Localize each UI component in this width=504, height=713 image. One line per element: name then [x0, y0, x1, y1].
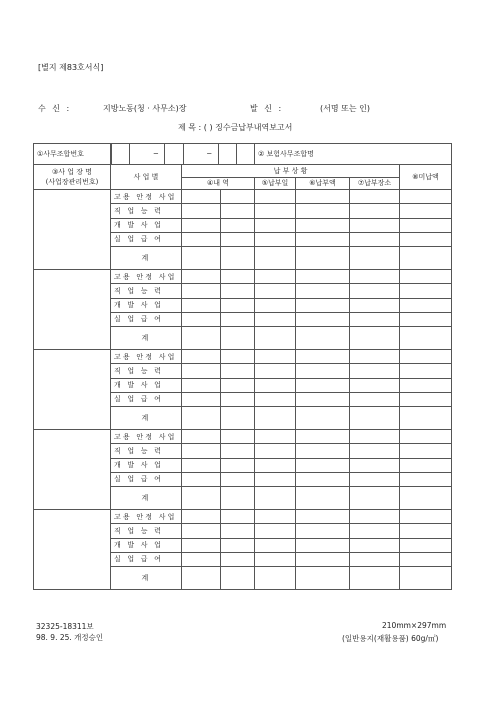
payment-amount-cell[interactable] [296, 407, 350, 430]
payment-amount-cell[interactable] [296, 190, 350, 204]
payment-amount-cell[interactable] [296, 392, 350, 406]
payment-date-cell[interactable] [255, 232, 296, 246]
payment-amount-cell[interactable] [296, 247, 350, 270]
footer-paper-size: 210mm×297mm [382, 621, 447, 630]
amount-cell-a[interactable] [182, 270, 221, 284]
amount-cell-b[interactable] [221, 430, 255, 444]
unpaid-cell[interactable] [400, 524, 452, 538]
business-item-label: 개 발 사 업 [111, 458, 182, 472]
workplace-cell[interactable] [34, 270, 111, 350]
workplace-cell[interactable] [34, 510, 111, 590]
amount-cell-a[interactable] [182, 350, 221, 364]
business-item-label: 실 업 급 여 [111, 472, 182, 486]
total-label: 계 [111, 327, 182, 350]
amount-cell-a[interactable] [182, 218, 221, 232]
amount-cell-b[interactable] [221, 204, 255, 218]
payment-amount-cell[interactable] [296, 312, 350, 326]
amount-cell-a[interactable] [182, 392, 221, 406]
unpaid-cell[interactable] [400, 218, 452, 232]
payment-date-cell[interactable] [255, 510, 296, 524]
amount-cell-a[interactable] [182, 552, 221, 566]
payment-date-cell[interactable] [255, 327, 296, 350]
payment-amount-cell[interactable] [296, 487, 350, 510]
amount-cell-a[interactable] [182, 378, 221, 392]
unpaid-cell[interactable] [400, 378, 452, 392]
amount-cell-b[interactable] [221, 458, 255, 472]
payment-date-cell[interactable] [255, 430, 296, 444]
payment-date-cell[interactable] [255, 298, 296, 312]
payment-date-label: ⑤납부일 [255, 177, 296, 190]
unpaid-cell[interactable] [400, 284, 452, 298]
amount-cell-a[interactable] [182, 327, 221, 350]
unpaid-cell[interactable] [400, 232, 452, 246]
payment-place-cell[interactable] [350, 444, 400, 458]
payment-date-cell[interactable] [255, 312, 296, 326]
business-item-label: 직 업 능 력 [111, 444, 182, 458]
payment-amount-cell[interactable] [296, 458, 350, 472]
business-item-label: 실 업 급 여 [111, 552, 182, 566]
payment-date-cell[interactable] [255, 567, 296, 590]
payment-place-label: ⑦납부장소 [350, 177, 400, 190]
payment-date-cell[interactable] [255, 218, 296, 232]
sender-sign: (서명 또는 인) [320, 104, 370, 113]
unpaid-cell[interactable] [400, 538, 452, 552]
subject-line: 제 목 : ( ) 징수금납부내역보고서 [178, 123, 293, 132]
report-table [33, 143, 452, 590]
amount-cell-a[interactable] [182, 190, 221, 204]
amount-label: ④내 역 [182, 177, 255, 190]
business-item-label: 고용 안정 사업 [111, 510, 182, 524]
payment-date-cell[interactable] [255, 472, 296, 486]
payment-amount-cell[interactable] [296, 472, 350, 486]
amount-cell-a[interactable] [182, 284, 221, 298]
payment-amount-cell[interactable] [296, 430, 350, 444]
amount-cell-b[interactable] [221, 444, 255, 458]
payment-amount-cell[interactable] [296, 270, 350, 284]
unpaid-cell[interactable] [400, 458, 452, 472]
table-row [34, 270, 452, 284]
payment-amount-cell[interactable] [296, 510, 350, 524]
payment-date-cell[interactable] [255, 190, 296, 204]
table-row [34, 350, 452, 364]
amount-cell-b[interactable] [221, 270, 255, 284]
payment-place-cell[interactable] [350, 327, 400, 350]
payment-amount-cell[interactable] [296, 284, 350, 298]
form-number-tag: [별지 제83호서식] [38, 63, 104, 72]
payment-amount-cell[interactable] [296, 232, 350, 246]
payment-place-cell[interactable] [350, 312, 400, 326]
payment-date-cell[interactable] [255, 458, 296, 472]
amount-cell-b[interactable] [221, 312, 255, 326]
amount-cell-b[interactable] [221, 190, 255, 204]
payment-place-cell[interactable] [350, 430, 400, 444]
amount-cell-a[interactable] [182, 298, 221, 312]
workplace-cell[interactable] [34, 190, 111, 270]
union-number-label: ①사무조합번호 [34, 144, 111, 165]
amount-cell-b[interactable] [221, 327, 255, 350]
payment-amount-cell[interactable] [296, 524, 350, 538]
amount-cell-a[interactable] [182, 538, 221, 552]
total-label: 계 [111, 567, 182, 590]
recipient-label: 수 신 : [38, 104, 72, 113]
payment-place-cell[interactable] [350, 350, 400, 364]
payment-place-cell[interactable] [350, 552, 400, 566]
payment-amount-cell[interactable] [296, 538, 350, 552]
union-number-boxes[interactable]: ─ ─ [111, 144, 255, 165]
amount-cell-a[interactable] [182, 487, 221, 510]
payment-amount-cell[interactable] [296, 364, 350, 378]
workplace-groups [34, 190, 452, 590]
payment-date-cell[interactable] [255, 487, 296, 510]
payment-place-cell[interactable] [350, 538, 400, 552]
payment-amount-cell[interactable] [296, 552, 350, 566]
payment-amount-cell[interactable] [296, 218, 350, 232]
payment-amount-cell[interactable] [296, 350, 350, 364]
payment-place-cell[interactable] [350, 510, 400, 524]
payment-amount-cell[interactable] [296, 444, 350, 458]
total-label: 계 [111, 247, 182, 270]
business-item-label: 고용 안정 사업 [111, 350, 182, 364]
workplace-mgmt-label: (사업장관리번호) [45, 178, 99, 186]
payment-place-cell[interactable] [350, 458, 400, 472]
footer-form-number: 32325-18311보 [36, 622, 94, 631]
payment-date-cell[interactable] [255, 284, 296, 298]
payment-place-cell[interactable] [350, 190, 400, 204]
payment-date-cell[interactable] [255, 350, 296, 364]
amount-cell-a[interactable] [182, 430, 221, 444]
amount-cell-a[interactable] [182, 364, 221, 378]
payment-place-cell[interactable] [350, 270, 400, 284]
business-item-label: 개 발 사 업 [111, 218, 182, 232]
table-row [34, 510, 452, 524]
payment-place-cell[interactable] [350, 204, 400, 218]
amount-cell-a[interactable] [182, 510, 221, 524]
business-type-label: 사 업 별 [111, 165, 182, 190]
payment-place-cell[interactable] [350, 567, 400, 590]
amount-cell-a[interactable] [182, 567, 221, 590]
payment-amount-cell[interactable] [296, 567, 350, 590]
table-row [34, 190, 452, 204]
amount-cell-a[interactable] [182, 472, 221, 486]
amount-cell-a[interactable] [182, 444, 221, 458]
payment-place-cell[interactable] [350, 284, 400, 298]
business-item-label: 실 업 급 여 [111, 232, 182, 246]
business-item-label: 개 발 사 업 [111, 378, 182, 392]
unpaid-label: ⑧미납액 [400, 165, 452, 190]
business-item-label: 실 업 급 여 [111, 312, 182, 326]
business-item-label: 직 업 능 력 [111, 524, 182, 538]
unpaid-cell[interactable] [400, 247, 452, 270]
payment-place-cell[interactable] [350, 247, 400, 270]
amount-cell-b[interactable] [221, 247, 255, 270]
payment-amount-cell[interactable] [296, 378, 350, 392]
amount-cell-b[interactable] [221, 407, 255, 430]
payment-date-cell[interactable] [255, 204, 296, 218]
payment-place-cell[interactable] [350, 487, 400, 510]
workplace-cell[interactable] [34, 430, 111, 510]
unpaid-cell[interactable] [400, 567, 452, 590]
payment-date-cell[interactable] [255, 444, 296, 458]
insurance-office-label: ② 보험사무조합명 [255, 144, 452, 165]
amount-cell-b[interactable] [221, 510, 255, 524]
payment-date-cell[interactable] [255, 392, 296, 406]
amount-cell-b[interactable] [221, 218, 255, 232]
business-item-label: 개 발 사 업 [111, 538, 182, 552]
unpaid-cell[interactable] [400, 430, 452, 444]
total-label: 계 [111, 407, 182, 430]
amount-cell-b[interactable] [221, 538, 255, 552]
unpaid-cell[interactable] [400, 552, 452, 566]
sender-label: 발 신 : [250, 104, 284, 113]
unpaid-cell[interactable] [400, 472, 452, 486]
amount-cell-b[interactable] [221, 487, 255, 510]
payment-date-cell[interactable] [255, 407, 296, 430]
payment-amount-label: ⑥납부액 [296, 177, 350, 190]
payment-amount-cell[interactable] [296, 298, 350, 312]
amount-cell-b[interactable] [221, 472, 255, 486]
amount-cell-b[interactable] [221, 524, 255, 538]
workplace-header [34, 165, 111, 190]
payment-place-cell[interactable] [350, 378, 400, 392]
amount-cell-b[interactable] [221, 552, 255, 566]
payment-place-cell[interactable] [350, 472, 400, 486]
amount-cell-b[interactable] [221, 567, 255, 590]
amount-cell-b[interactable] [221, 364, 255, 378]
amount-cell-a[interactable] [182, 204, 221, 218]
unpaid-cell[interactable] [400, 392, 452, 406]
amount-cell-a[interactable] [182, 524, 221, 538]
business-item-label: 직 업 능 력 [111, 284, 182, 298]
footer-approval: 98. 9. 25. 개정승인 [36, 633, 104, 642]
amount-cell-b[interactable] [221, 298, 255, 312]
unpaid-cell[interactable] [400, 487, 452, 510]
amount-cell-a[interactable] [182, 458, 221, 472]
amount-cell-a[interactable] [182, 232, 221, 246]
unpaid-cell[interactable] [400, 364, 452, 378]
table-row [34, 430, 452, 444]
payment-place-cell[interactable] [350, 232, 400, 246]
amount-cell-b[interactable] [221, 350, 255, 364]
payment-status-label: 납 부 상 황 [182, 165, 400, 178]
business-item-label: 직 업 능 력 [111, 204, 182, 218]
payment-place-cell[interactable] [350, 218, 400, 232]
business-item-label: 고용 안정 사업 [111, 430, 182, 444]
amount-cell-b[interactable] [221, 284, 255, 298]
unpaid-cell[interactable] [400, 350, 452, 364]
unpaid-cell[interactable] [400, 444, 452, 458]
unpaid-cell[interactable] [400, 190, 452, 204]
payment-place-cell[interactable] [350, 392, 400, 406]
payment-place-cell[interactable] [350, 524, 400, 538]
unpaid-cell[interactable] [400, 270, 452, 284]
amount-cell-a[interactable] [182, 247, 221, 270]
payment-place-cell[interactable] [350, 364, 400, 378]
unpaid-cell[interactable] [400, 298, 452, 312]
payment-date-cell[interactable] [255, 378, 296, 392]
footer-paper-type: (일반용지(재활용품) 60g/㎡) [342, 634, 439, 643]
unpaid-cell[interactable] [400, 204, 452, 218]
payment-date-cell[interactable] [255, 524, 296, 538]
amount-cell-b[interactable] [221, 392, 255, 406]
total-label: 계 [111, 487, 182, 510]
unpaid-cell[interactable] [400, 312, 452, 326]
business-item-label: 고용 안정 사업 [111, 270, 182, 284]
amount-cell-b[interactable] [221, 232, 255, 246]
amount-cell-a[interactable] [182, 312, 221, 326]
payment-date-cell[interactable] [255, 364, 296, 378]
workplace-name-label: ③사 업 장 명 [52, 168, 92, 176]
payment-amount-cell[interactable] [296, 327, 350, 350]
payment-date-cell[interactable] [255, 247, 296, 270]
recipient-value: 지방노동(청 · 사무소)장 [103, 104, 187, 113]
amount-cell-b[interactable] [221, 378, 255, 392]
business-item-label: 고용 안정 사업 [111, 190, 182, 204]
unpaid-cell[interactable] [400, 407, 452, 430]
payment-place-cell[interactable] [350, 407, 400, 430]
payment-amount-cell[interactable] [296, 204, 350, 218]
unpaid-cell[interactable] [400, 327, 452, 350]
payment-date-cell[interactable] [255, 538, 296, 552]
business-item-label: 개 발 사 업 [111, 298, 182, 312]
payment-date-cell[interactable] [255, 552, 296, 566]
business-item-label: 직 업 능 력 [111, 364, 182, 378]
unpaid-cell[interactable] [400, 510, 452, 524]
payment-date-cell[interactable] [255, 270, 296, 284]
amount-cell-a[interactable] [182, 407, 221, 430]
workplace-cell[interactable] [34, 350, 111, 430]
payment-place-cell[interactable] [350, 298, 400, 312]
business-item-label: 실 업 급 여 [111, 392, 182, 406]
